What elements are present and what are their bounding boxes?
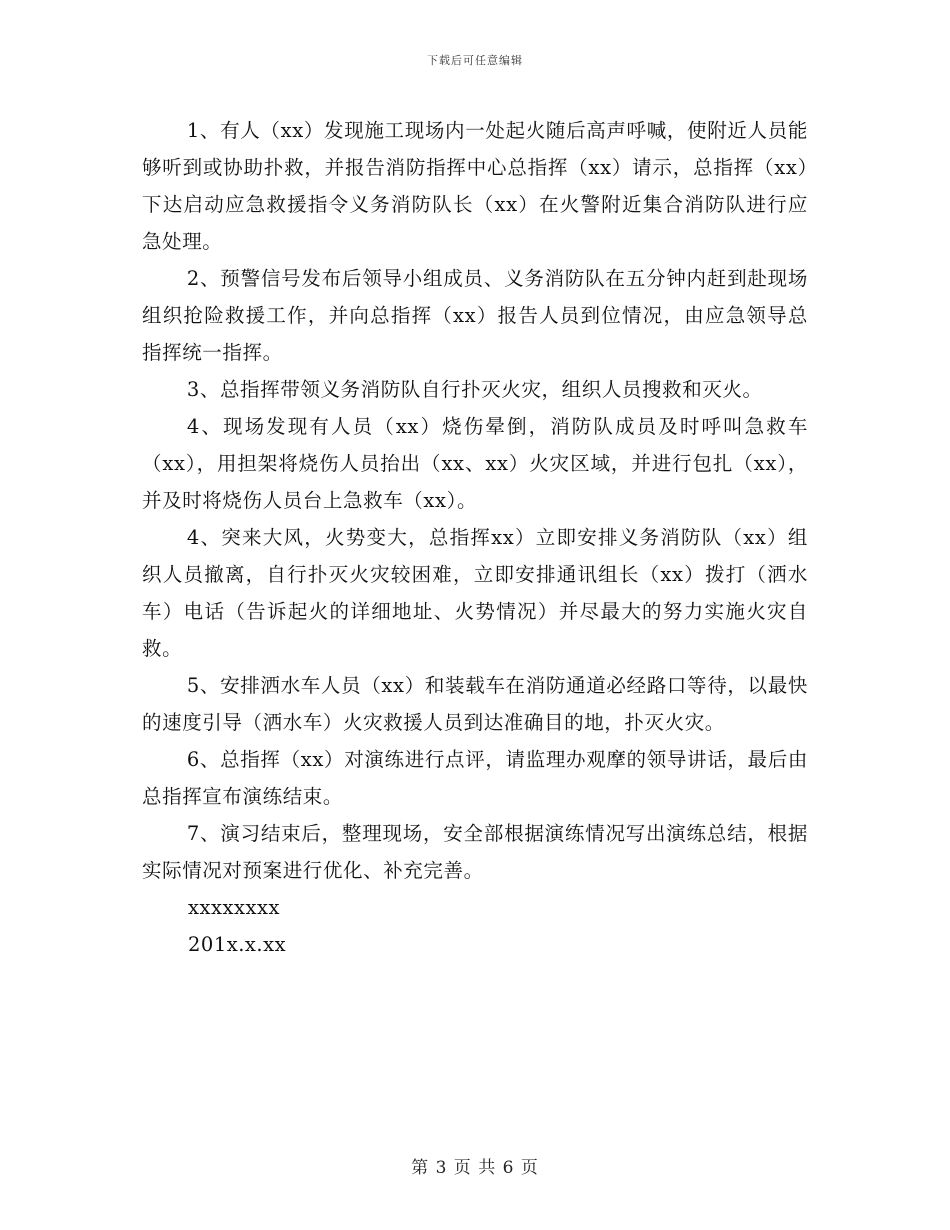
document-body (142, 112, 808, 963)
paragraph-4b: 4、突来大风，火势变大，总指挥xx）立即安排义务消防队（xx）组织人员撤离，自行扑灭火灾较困难，立即安排通讯组长（xx）拨打（洒水车）电话（告诉起火的详细地址、火势情况）并尽最大的努力实施火灾自救。 (142, 526, 808, 660)
signature-name: xxxxxxxx (188, 896, 280, 919)
paragraph-4a: 4、现场发现有人员（xx）烧伤晕倒，消防队成员及时呼叫急救车（xx），用担架将烧伤人员抬出（xx、xx）火灾区域，并进行包扎（xx），并及时将烧伤人员台上急救车（xx）。 (142, 415, 808, 512)
page-number: 第 3 页 共 6 页 (411, 1158, 539, 1178)
paragraph-7: 7、演习结束后，整理现场，安全部根据演练情况写出演练总结，根据实际情况对预案进行优化、补充完善。 (142, 822, 808, 882)
paragraph-5: 5、安排洒水车人员（xx）和装载车在消防通道必经路口等待，以最快的速度引导（洒水车）火灾救援人员到达准确目的地，扑灭火灾。 (142, 674, 808, 734)
paragraph-1: 1、有人（xx）发现施工现场内一处起火随后高声呼喊，使附近人员能够听到或协助扑救，并报告消防指挥中心总指挥（xx）请示，总指挥（xx）下达启动应急救援指令义务消防队长（xx）在火警附近集合消防队进行应急处理。 (142, 119, 808, 253)
paragraph-2: 2、预警信号发布后领导小组成员、义务消防队在五分钟内赶到赴现场组织抢险救援工作，并向总指挥（xx）报告人员到位情况，由应急领导总指挥统一指挥。 (142, 267, 808, 364)
page-header: 下载后可任意编辑 (427, 54, 523, 67)
signature-date: 201x.x.xx (188, 933, 287, 956)
paragraph-6: 6、总指挥（xx）对演练进行点评，请监理办观摩的领导讲话，最后由总指挥宣布演练结束。 (142, 748, 808, 808)
paragraph-3: 3、总指挥带领义务消防队自行扑灭火灾，组织人员搜救和灭火。 (186, 378, 763, 401)
